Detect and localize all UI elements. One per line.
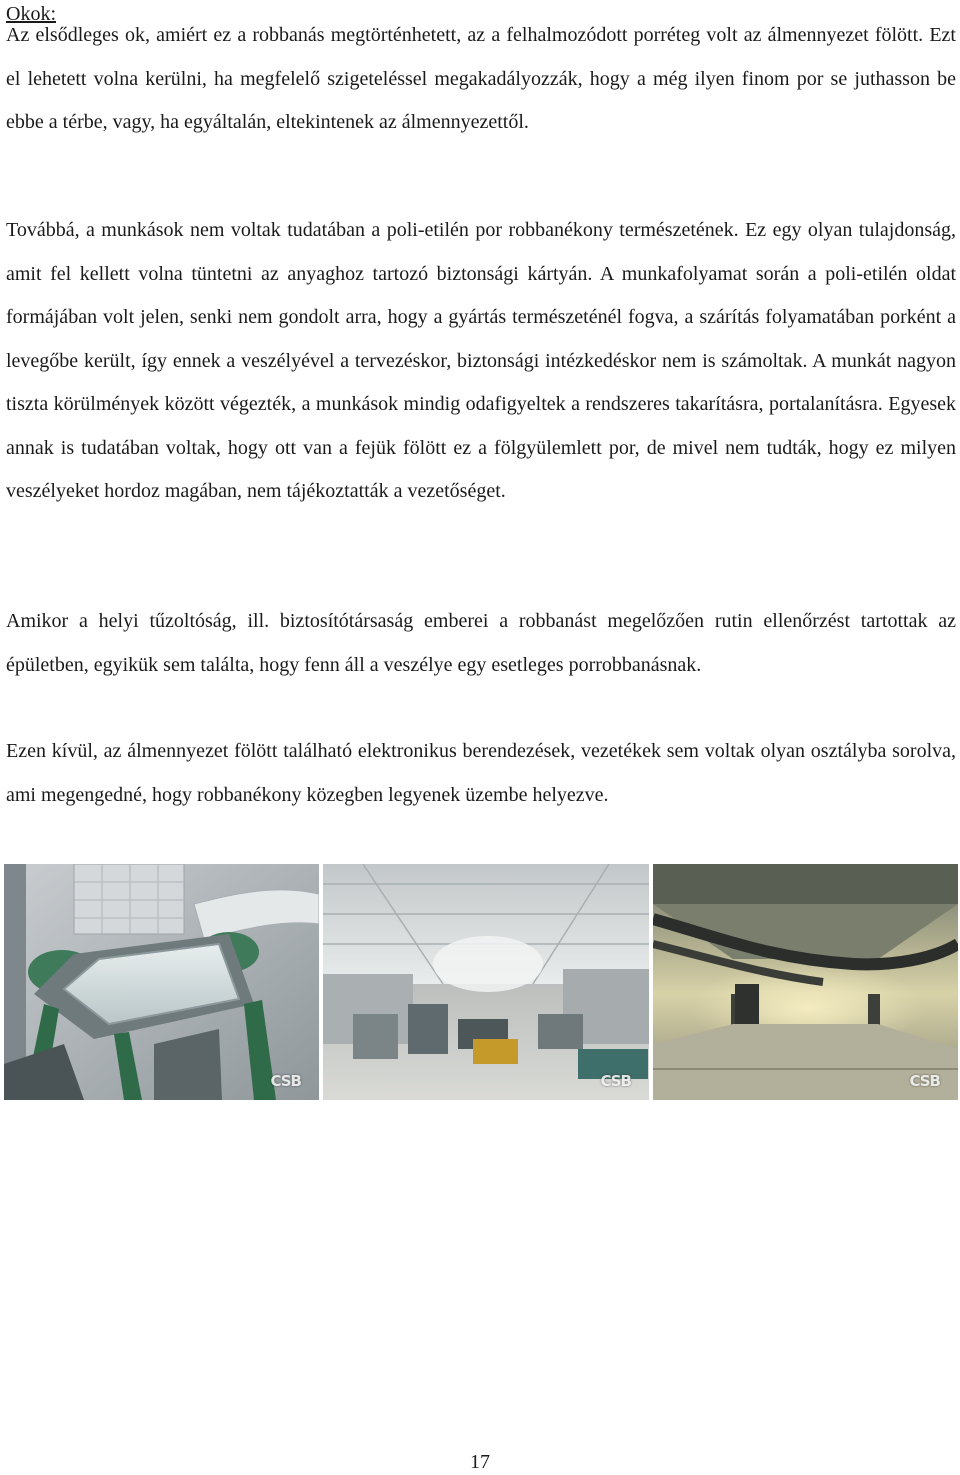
paragraph-3: Amikor a helyi tűzoltóság, ill. biztosítótársaság emberei a robbanást megelőzően rutin ellenőrzést tartottak az épületben, egyikük sem találta, hogy fenn áll a veszélye egy esetleges porrobbanásnak. (6, 610, 956, 676)
figure-row (4, 864, 954, 1100)
paragraph-2: Továbbá, a munkások nem voltak tudatában a poli-etilén por robbanékony természetének. Ez egy olyan tulajdonság, amit fel kellett volna tüntetni az anyaghoz tartozó biztonsági kártyán. A munkafolyamat során a poli-etilén oldat formájában volt jelen, senki nem gondolt arra, hogy a gyártás természeténél fogva, a szárítás folyamatában porként a levegőbe került, így ennek a veszélyével a tervezéskor, biztonsági intézkedéskor nem is számoltak. A munkát nagyon tiszta körülmények között végezték, a munkások mindig odafigyeltek a rendszeres takarításra, portalanításra. Egyesek annak is tudatában voltak, hogy ott van a fejük fölött ez a fölgyülemlett por, de mivel nem tudták, hogy ez milyen veszélyeket hordoz magában, nem tájékoztatták a vezetőséget. (6, 219, 956, 502)
figure-drying-machine (4, 864, 319, 1100)
figure-watermark: CSB (600, 1072, 631, 1090)
figure-factory-floor (323, 864, 649, 1100)
section-heading: Okok: (6, 3, 56, 25)
page-number: 17 (470, 1451, 490, 1473)
figure-ceiling-space (653, 864, 958, 1100)
paragraph-4: Ezen kívül, az álmennyezet fölött található elektronikus berendezések, vezetékek sem voltak olyan osztályba sorolva, ami megengedné, hogy robbanékony közegben legyenek üzembe helyezve. (6, 740, 956, 806)
paragraph-1: Az elsődleges ok, amiért ez a robbanás megtörténhetett, az a felhalmozódott porréteg volt az álmennyezet fölött. Ezt el lehetett volna kerülni, ha megfelelő szigeteléssel megakadályozzák, hogy a még ilyen finom por se juthasson be ebbe a térbe, vagy, ha egyáltalán, eltekintenek az álmennyezettől. (6, 24, 956, 133)
figure-watermark: CSB (909, 1072, 940, 1090)
figure-watermark: CSB (270, 1072, 301, 1090)
